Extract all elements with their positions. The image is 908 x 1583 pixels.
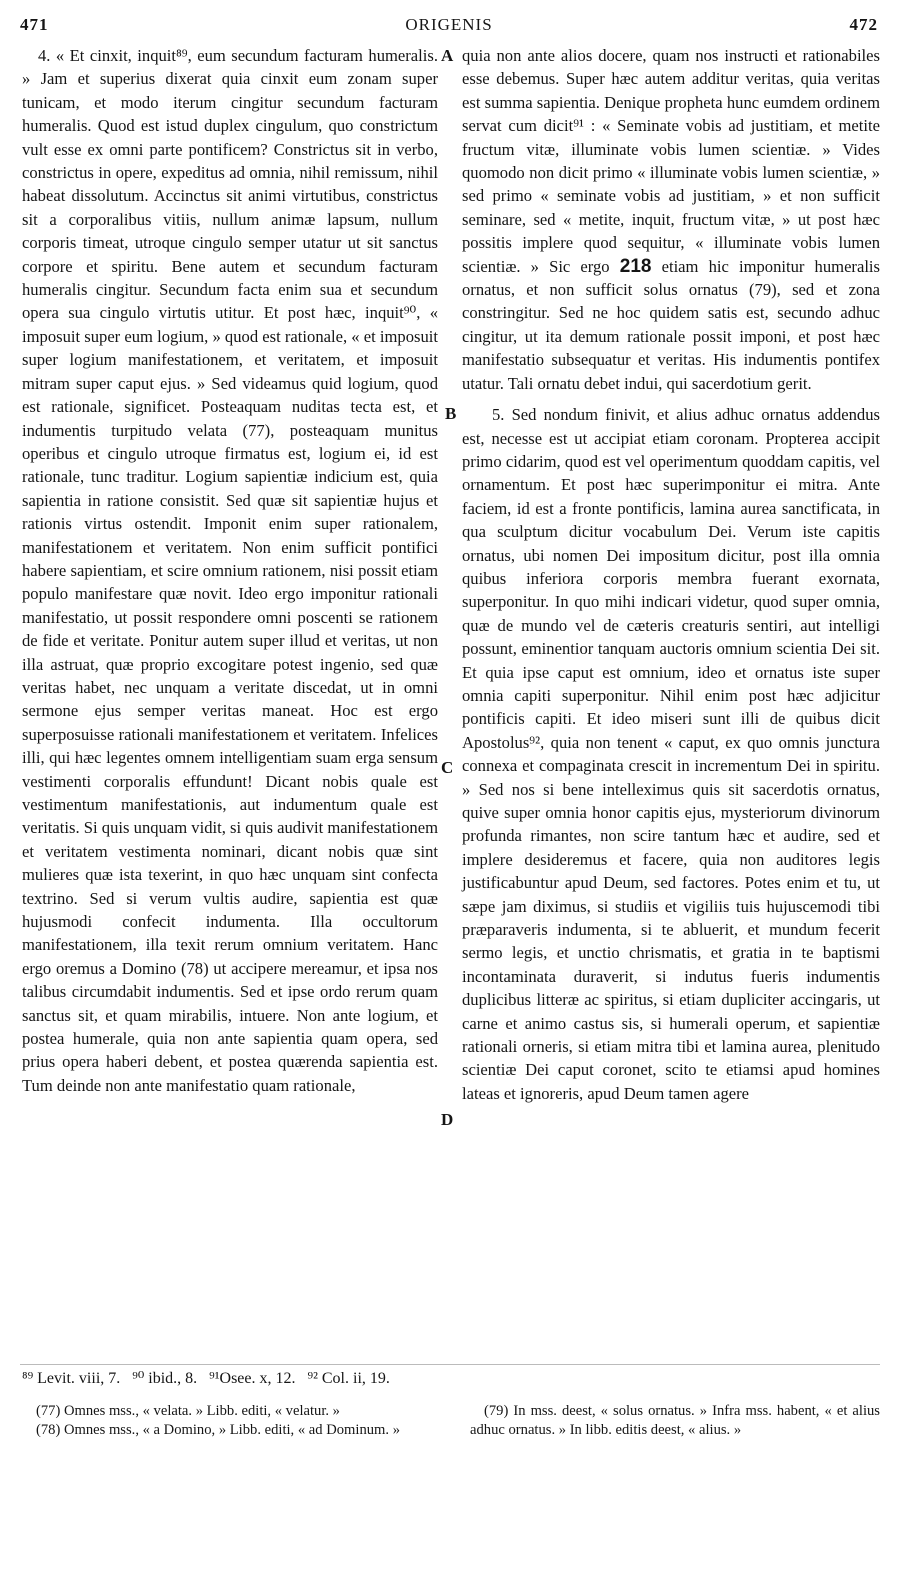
margin-marker-b: B: [445, 404, 457, 423]
right-paragraph-1: [462, 44, 880, 395]
page-number-right: 472: [849, 15, 878, 34]
left-column-text: 4. « Et cinxit, inquit⁸⁹, eum secundum facturam humeralis. » Jam et superius dixerat quia cinxit eum zonam super tunicam, et modo iterum cingitur secundum facturam humeralis. Quod est istud duplex cingulum, quo constrictum vult esse ex omni parte pontificem? Constrictus sit in verbo, constrictus in opere, expeditus ad omnia, nihil remissum, nihil habeat dissolutum. Accinctus sit animi virtutibus, constrictus sit a corporalibus vitiis, nullum animæ lapsum, nullum corporis timeat, utroque cingulo semper utatur ut sit sanctus corpore et spiritu. Bene autem et secundum facturam humeralis cingitur. Secundum facta enim sua et secundum opera sua cingulo virtutis utitur. Et post hæc, inquit⁹⁰, « imposuit super eum logium, » quod est rationale, « et imposuit super logium manifestationem, et veritatem, et imposuit mitram super caput ejus. » Sed videamus quid logium, quod est rationale, significet. Posteaquam nuditas tecta est, et indumentis turpitudo velata (77), posteaquam munitus operibus et cingulo utroque firmatus est, logium ei, id est rationale, tunc traditur. Logium sapientiæ indicium est, quia sapientia in ratione consistit. Sed quæ sit sapientiæ hujus et rationis virtus ostendit. Imponit enim super rationalem, manifestationem et veritatem. Non enim sufficit pontifici habere sapientiam, et scire omnium rationem, nisi possit etiam populo manifestare quæ novit. Ideo ergo imponitur rationali manifestatio, ut possit respondere omni poscenti se rationem de fide et veritate. Ponitur autem super illud et veritas, ut non illa astruat, quæ proprio excogitare potest ingenio, sed quæ veritas habet, nec unquam a veritate discedat, ut in omni sermone ejus semper veritas maneat. Hoc est ergo superposuisse rationali manifestationem et veritatem. Infelices illi, qui hæc legentes omnem intelligentiam suam erga sensum vestimenti corporalis effundunt! Dicant nobis quale est vestimentum manifestationis, aut indumentum quale est veritatis. Si quis unquam vidit, si quis audivit manifestationem et veritatem vestimenta nominari, dicant nobis quæ sint mulieres quæ ista texerint, in quo hæc unquam sint confecta textrino. Sed si verum vultis audire, sapientia est quæ hujusmodi confecit indumenta. Illa occultorum manifestationem, illa texit rerum omnium veritatem. Hanc ergo oremus a Domino (78) ut accipere mereamur, et ipsa nos talibus circumdabit indumentis. Sed et ipse ordo rerum quam sanctus sit, et quam mirabilis, intuere. Non ante logium, et postea humerale, quia non ante sapientia quam opera, sed prius opera haberi debent, et postea quærenda sapientia est. Tum deinde non ante manifestatio quam rationale,: [22, 46, 438, 1095]
footnotes-left: [22, 1402, 422, 1440]
scripture-references: ⁸⁹ Levit. viii, 7. ⁹⁰ ibid., 8. ⁹¹Osee. x, 12. ⁹² Col. ii, 19.: [22, 1370, 390, 1387]
page-header: [20, 15, 878, 39]
margin-marker-a: A: [441, 46, 454, 65]
margin-marker-c: C: [441, 758, 454, 777]
right-paragraph-1-start: quia non ante alios docere, quam nos instructi et rationabiles esse debemus. Super hæc autem additur veritas, quia veritas est summa sapientia. Denique propheta hunc eumdem ordinem servat cum dicit⁹¹ : « Seminate vobis ad justitiam, et metite fructum vitæ, illuminate vobis lumen scientiæ. » Vides quomodo non dicit primo « illuminate vobis lumen scientiæ, » sed primo « seminate vobis ad justitiam, » et non sufficit seminare, sed « metite, inquit, fructum vitæ, » ut post hæc possitis implere quod sequitur, « illuminate vobis lumen scientiæ. » Sic ergo: [462, 46, 880, 276]
footnotes-right: [470, 1402, 880, 1440]
footnote-divider: [20, 1364, 880, 1365]
page-number-left: 471: [20, 15, 49, 34]
right-column: [462, 44, 880, 1364]
column-number: 218: [619, 255, 652, 277]
right-paragraph-1-end: etiam hic imponitur humeralis ornatus, et non sufficit solus ornatus (79), sed et zona constringitur. Sed ne hoc quidem satis est, secundo adhuc cingitur, ut ita demum rationale possit imponi, et post hæc manifestatio subsequatur et veritas. His indumentis pontifex utatur. Tali ornatu debet indui, qui sacerdotium gerit.: [462, 256, 880, 393]
right-paragraph-2: 5. Sed nondum finivit, et alius adhuc ornatus addendus est, necesse est ut accipiat etiam coronam. Propterea accipit primo cidarim, quod est vel operimentum quoddam capitis, vel ornamentum. Et post hæc superimponitur ei mitra. Ante faciem, id est a fronte pontificis, lamina aurea sanctificata, in qua sculptum dicitur vocabulum Dei. Verum iste capitis ornatus, ubi nomen Dei impositum dicitur, post illa omnia quibus inferiora corporis membra fuerant exornata, superponitur. In quo mihi indicari videtur, quod super omnia, quæ de mundo vel de cæteris creaturis sentiri, aut intelligi possunt, eminentior tanquam auctoris omnium scientia Dei sit. Et quia ipse caput est omnium, ideo et ornatus iste super omnia capiti superponitur. Nihil enim post hæc adjicitur pontificis capiti. Et ideo miseri sunt illi de quibus dicit Apostolus⁹², quia non tenent « caput, ex quo omnis junctura connexa et compaginata crescit in incrementum Dei in spiritu. » Sed nos si bene intelleximus quis sit sacerdotis ornatus, quive super omnia honor capitis ejus, mysteriorum divinorum profunda rimantes, non scire tantum hæc et audire, sed et implere desideremus et facere, quia non auditores legis justificabuntur apud Deum, sed factores. Potes enim et tu, ut sæpe jam diximus, si studiis et vigiliis tuis hujuscemodi tibi præparaveris indumenta, si te abluerit, et mundum fecerit sermo legis, et unctio chrismatis, et gratia in te baptismi incontaminata duraverit, si indutus fueris indumentis duplicibus litteræ ac spiritus, si etiam dupliciter accingaris, ut carne et animo castus sis, si humerali operum, et sapientiæ rationali orneris, si etiam mitra tibi et lamina aurea, plenitudo scientiæ Dei caput coronet, scito te etiamsi apud homines lateas et ignoreris, apud Deum tamen agere: [462, 405, 880, 1103]
margin-marker-d: D: [441, 1110, 454, 1129]
running-title: ORIGENIS: [405, 15, 493, 34]
footnote-78: (78) Omnes mss., « a Domino, » Libb. editi, « ad Dominum. »: [36, 1422, 401, 1438]
footnote-79: (79) In mss. deest, « solus ornatus. » Infra mss. habent, « et alius adhuc ornatus. » In libb. editis deest, « alius. »: [470, 1403, 880, 1438]
footnote-77: (77) Omnes mss., « velata. » Libb. editi, « velatur. »: [36, 1403, 340, 1419]
left-column: [22, 44, 438, 1364]
